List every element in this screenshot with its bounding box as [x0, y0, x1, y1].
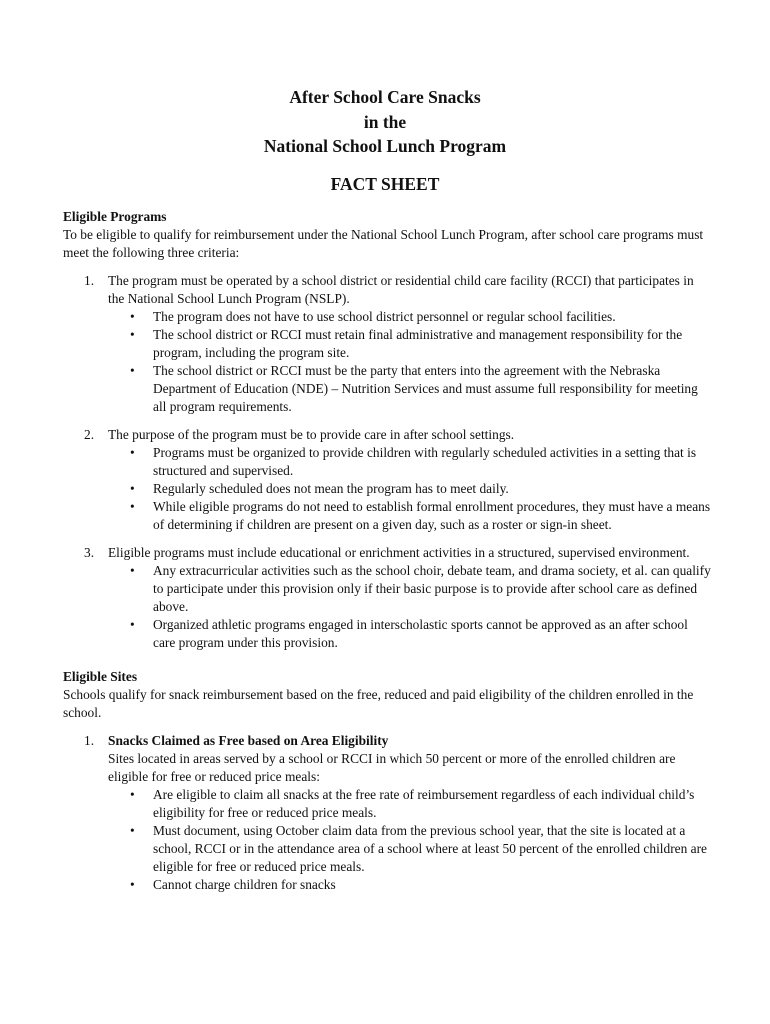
bullet-icon: •	[130, 363, 135, 378]
bullet-item	[108, 498, 713, 534]
bullet-icon: •	[130, 823, 135, 838]
list-item	[63, 544, 713, 652]
bullet-item	[108, 444, 713, 480]
bullet-text: Regularly scheduled does not mean the program has to meet daily.	[153, 481, 509, 496]
bullet-list	[108, 786, 713, 894]
title-line-3: National School Lunch Program	[263, 136, 507, 156]
bullet-item	[108, 876, 713, 894]
bullet-text: Are eligible to claim all snacks at the free rate of reimbursement regardless of each individual child’s eligibility for free or reduced price meals.	[153, 787, 695, 820]
bullet-icon: •	[130, 877, 135, 892]
bullet-icon: •	[130, 309, 135, 324]
section-intro: To be eligible to qualify for reimbursement under the National School Lunch Program, after school care programs must meet the following three criteria:	[63, 227, 704, 260]
list-item	[63, 272, 713, 416]
bullet-icon: •	[130, 481, 135, 496]
bullet-text: Organized athletic programs engaged in interscholastic sports cannot be approved as an after school care program under this provision.	[153, 617, 688, 650]
bullet-text: The program does not have to use school district personnel or regular school facilities.	[153, 309, 616, 324]
list-number: 3.	[84, 545, 95, 560]
bullet-item	[108, 308, 713, 326]
bullet-icon: •	[130, 563, 135, 578]
list-item-title: Snacks Claimed as Free based on Area Eligibility	[108, 733, 389, 748]
criteria-list	[63, 272, 713, 652]
title-line-1: After School Care Snacks	[289, 87, 481, 107]
bullet-text: Must document, using October claim data from the previous school year, that the site is located at a school, RCCI or in the attendance area of a school where at least 50 percent of the enrolled children are eligible for free or reduced price meals.	[153, 823, 707, 874]
bullet-item	[108, 616, 713, 652]
list-item-text: Eligible programs must include educational or enrichment activities in a structured, supervised environment.	[108, 545, 690, 560]
document-body	[63, 208, 713, 904]
bullet-list	[108, 308, 713, 416]
bullet-text: Programs must be organized to provide children with regularly scheduled activities in a setting that is structured and supervised.	[153, 445, 697, 478]
bullet-list	[108, 562, 713, 652]
bullet-item	[108, 480, 713, 498]
eligible-programs-section	[63, 208, 713, 652]
list-item-text: Sites located in areas served by a school or RCCI in which 50 percent or more of the enrolled children are eligible for free or reduced price meals:	[108, 751, 676, 784]
section-intro: Schools qualify for snack reimbursement based on the free, reduced and paid eligibility of the children enrolled in the school.	[63, 687, 694, 720]
bullet-icon: •	[130, 787, 135, 802]
list-item	[63, 426, 713, 534]
bullet-text: The school district or RCCI must retain final administrative and management responsibility for the program, including the program site.	[153, 327, 683, 360]
bullet-item	[108, 362, 713, 416]
bullet-icon: •	[130, 327, 135, 342]
bullet-icon: •	[130, 445, 135, 460]
document-subtitle: FACT SHEET	[330, 174, 440, 194]
eligible-sites-section	[63, 668, 713, 894]
bullet-item	[108, 786, 713, 822]
bullet-text: Cannot charge children for snacks	[153, 877, 336, 892]
bullet-icon: •	[130, 499, 135, 514]
list-item	[63, 732, 713, 894]
section-heading: Eligible Sites	[63, 669, 138, 684]
bullet-item	[108, 822, 713, 876]
sites-list	[63, 732, 713, 894]
list-number: 1.	[84, 733, 95, 748]
list-number: 2.	[84, 427, 95, 442]
bullet-text: Any extracurricular activities such as the school choir, debate team, and drama society, et al. can qualify to participate under this provision only if their basic purpose is to provide after school care as defined above.	[153, 563, 711, 614]
list-item-text: The program must be operated by a school district or residential child care facility (RCCI) that participates in the National School Lunch Program (NSLP).	[108, 273, 694, 306]
bullet-item	[108, 562, 713, 616]
bullet-item	[108, 326, 713, 362]
bullet-text: The school district or RCCI must be the party that enters into the agreement with the Nebraska Department of Education (NDE) – Nutrition Services and must assume full responsibility for meeting all program requirements.	[153, 363, 698, 414]
list-number: 1.	[84, 273, 95, 288]
list-item-text: The purpose of the program must be to provide care in after school settings.	[108, 427, 515, 442]
title-line-2: in the	[363, 111, 407, 132]
bullet-text: While eligible programs do not need to establish formal enrollment procedures, they must have a means of determining if children are present on a given day, such as a roster or sign-in sheet.	[153, 499, 711, 532]
bullet-list	[108, 444, 713, 534]
document-title	[0, 85, 770, 159]
bullet-icon: •	[130, 617, 135, 632]
section-heading: Eligible Programs	[63, 209, 167, 224]
